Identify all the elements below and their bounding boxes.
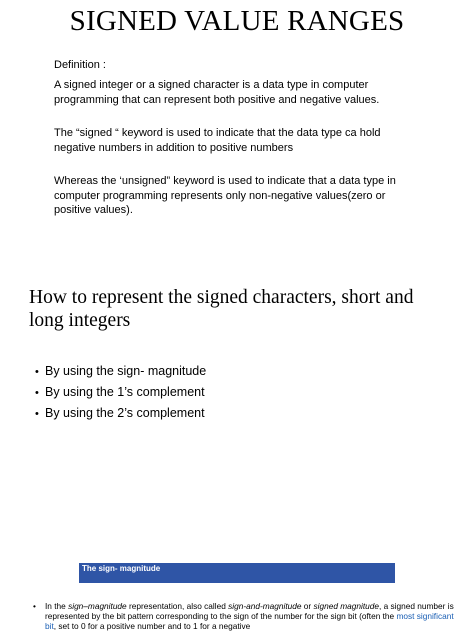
page-title: SIGNED VALUE RANGES	[69, 5, 405, 37]
italic-term: signed magnitude	[313, 601, 379, 611]
italic-term: sign–magnitude	[68, 601, 127, 611]
list-item	[35, 361, 206, 382]
list-item-label: By using the 2’s complement	[45, 406, 205, 420]
sign-magnitude-banner	[79, 563, 395, 583]
text-segment: , a signed number is represented by the bit pattern corresponding to the sign of the number for the sign bit (often the	[45, 601, 454, 621]
banner-label: The sign- magnitude	[82, 564, 161, 573]
bullet-icon: •	[35, 408, 39, 420]
description-text	[45, 601, 463, 631]
text-segment: In the	[45, 601, 69, 611]
definition-paragraph-signed: A signed integer or a signed character is a data type in computer programming that can represent both positive and negative values.	[54, 79, 380, 106]
text-segment: or	[301, 601, 314, 611]
text-segment: representation, also called	[126, 601, 229, 611]
list-item-label: By using the 1’s complement	[45, 385, 205, 399]
signed-keyword-paragraph: The “signed “ keyword is used to indicate that the data type ca hold negative numbers in addition to positive numbers	[54, 127, 381, 154]
bullet-icon: •	[35, 387, 39, 399]
definition-label: Definition :	[54, 59, 106, 71]
section-heading: How to represent the signed characters, short and long integers	[29, 287, 414, 331]
unsigned-keyword-paragraph: Whereas the ‘unsigned” keyword is used to indicate that a data type in computer programming represents only non-negative values(zero or positive values).	[54, 175, 396, 216]
list-item	[35, 382, 206, 403]
most-significant-bit-link[interactable]: most significant bit	[45, 611, 454, 631]
sign-magnitude-description	[33, 601, 463, 631]
bullet-icon: •	[33, 601, 36, 611]
italic-term: sign-and-magnitude	[228, 601, 302, 611]
bullet-icon: •	[35, 366, 39, 378]
representation-list	[35, 361, 206, 424]
list-item-label: By using the sign- magnitude	[45, 364, 207, 378]
text-segment: , set to 0 for a positive number and to 1 for a negative	[53, 621, 251, 631]
list-item	[35, 403, 206, 424]
